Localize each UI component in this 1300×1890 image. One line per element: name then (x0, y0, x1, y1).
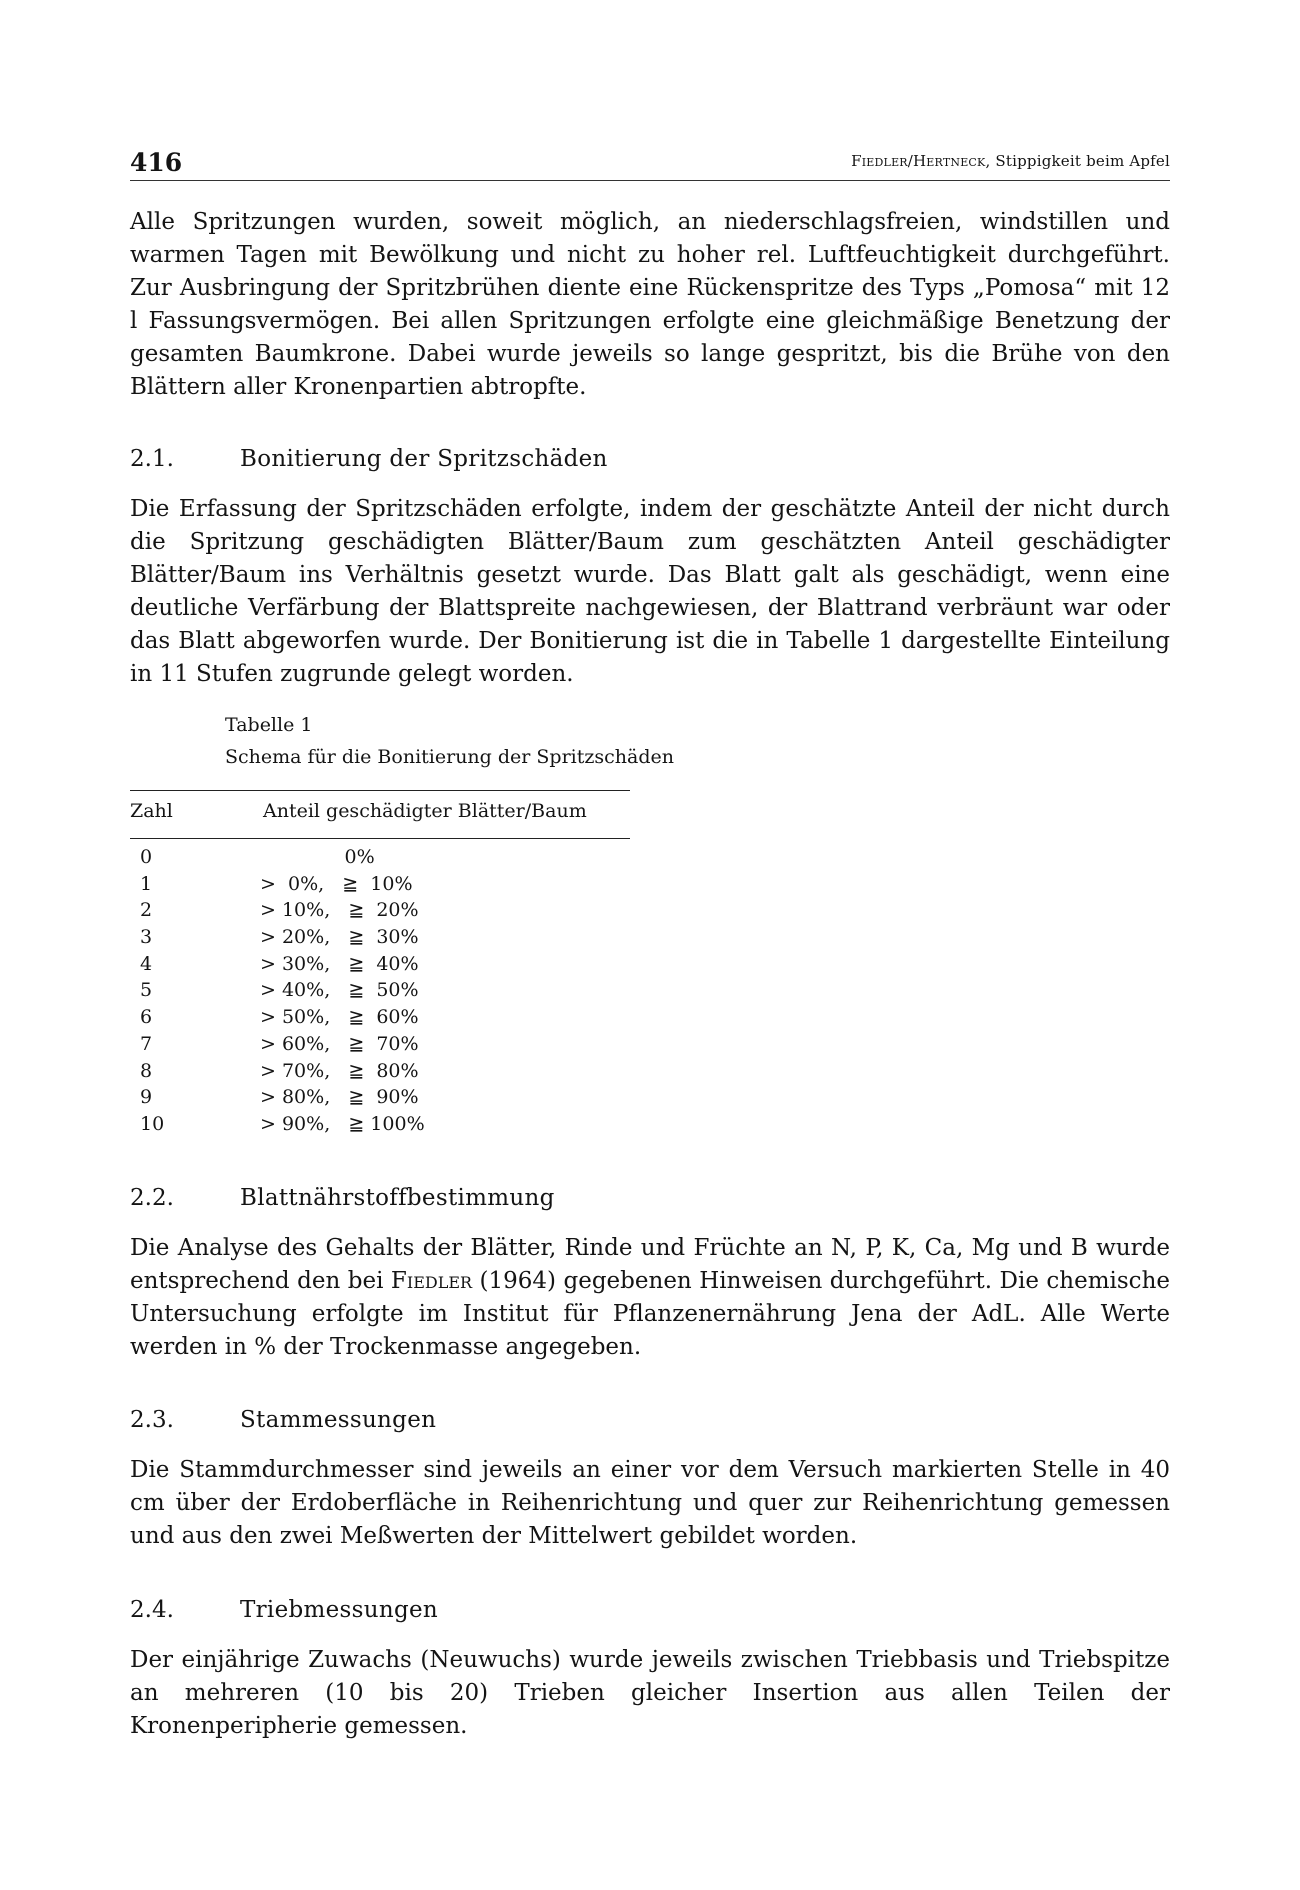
cell-zahl: 10 (140, 1112, 165, 1135)
section-number: 2.1. (130, 446, 174, 472)
table-row (130, 873, 630, 900)
cell-zahl: 5 (140, 979, 153, 1002)
intro-paragraph: Alle Spritzungen wurden, soweit möglich, an niederschlagsfreien, windstillen und warmen Tagen mit Bewölkung und nicht zu hoher rel. Luftfeuchtigkeit durchgeführt. Zur Ausbringung der Spritzbrühen diente eine Rückenspritze des Typs „Pomosa“ mit 12 l Fassungsvermögen. Bei allen Spritzungen erfolgte eine gleichmäßige Benetzung der gesamten Baumkrone. Dabei wurde jeweils so lange gespritzt, bis die Brühe von den Blättern aller Kronenpartien abtropfte. (130, 209, 1170, 400)
cell-anteil: > 0%, ≧ 10% (260, 872, 413, 895)
paragraph-text: Die Analyse des Gehalts der Blätter, Rinde und Früchte an N, P, K, Ca, Mg und B wurde entsprechend den bei (130, 1235, 1170, 1294)
cell-zahl: 9 (140, 1086, 153, 1109)
cell-zahl: 8 (140, 1059, 153, 1082)
table-row (130, 1033, 630, 1060)
section-2-3-paragraph: Die Stammdurchmesser sind jeweils an einer vor dem Versuch markierten Stelle in 40 cm über der Erdoberfläche in Reihenrichtung und quer zur Reihenrichtung gemessen und aus den zwei Meßwerten der Mittelwert gebildet worden. (130, 1457, 1170, 1549)
table-row (130, 899, 630, 926)
cited-author: Fiedler (390, 1268, 473, 1294)
running-title (851, 152, 1170, 170)
table-row (130, 1060, 630, 1087)
paragraph-text: (1964) gegebenen Hinweisen durchgeführt. Die chemische Untersuchung erfolgte im Institut für Pflanzenernährung Jena der AdL. Alle Werte werden in % der Trockenmasse angegeben. (130, 1268, 1170, 1360)
section-number: 2.4. (130, 1597, 174, 1623)
running-title-text: , Stippigkeit beim Apfel (985, 152, 1170, 170)
table-row (130, 846, 630, 873)
cell-zahl: 6 (140, 1006, 153, 1029)
table-row (130, 926, 630, 953)
cell-anteil: 0% (260, 846, 375, 868)
table-row (130, 979, 630, 1006)
cell-anteil: > 40%, ≧ 50% (260, 979, 419, 1002)
table-row (130, 1113, 630, 1140)
cell-anteil: > 30%, ≧ 40% (260, 952, 419, 975)
cell-zahl: 4 (140, 952, 153, 975)
section-heading-2-1 (130, 446, 1170, 476)
table-row (130, 1006, 630, 1033)
table-body (130, 846, 630, 1140)
cell-anteil: > 60%, ≧ 70% (260, 1032, 419, 1055)
cell-anteil: > 20%, ≧ 30% (260, 926, 419, 949)
header-rule (130, 180, 1170, 181)
page-number: 416 (130, 148, 183, 177)
cell-anteil: > 50%, ≧ 60% (260, 1006, 419, 1029)
table-row (130, 1086, 630, 1113)
section-heading-2-2 (130, 1185, 1170, 1215)
section-2-4-paragraph: Der einjährige Zuwachs (Neuwuchs) wurde jeweils zwischen Triebbasis und Triebspitze an mehreren (10 bis 20) Trieben gleicher Insertion aus allen Teilen der Kronenperipherie gemessen. (130, 1647, 1170, 1739)
table-top-rule (130, 790, 630, 791)
cell-anteil: > 70%, ≧ 80% (260, 1059, 419, 1082)
running-header (130, 148, 1170, 182)
section-2-2-paragraph (130, 1232, 1170, 1364)
section-2-1-paragraph: Die Erfassung der Spritzschäden erfolgte, indem der geschätzte Anteil der nicht durch die Spritzung geschädigten Blätter/Baum zum geschätzten Anteil geschädigter Blätter/Baum ins Verhältnis gesetzt wurde. Das Blatt galt als geschädigt, wenn eine deutliche Verfärbung der Blattspreite nachgewiesen, der Blattrand verbräunt war oder das Blatt abgeworfen wurde. Der Bonitierung ist die in Tabelle 1 dargestellte Einteilung in 11 Stufen zugrunde gelegt worden. (130, 496, 1170, 687)
section-heading-2-3 (130, 1407, 1170, 1437)
running-title-authors: Fiedler/Hertneck (851, 152, 986, 170)
cell-anteil: > 10%, ≧ 20% (260, 899, 419, 922)
section-number: 2.2. (130, 1185, 174, 1211)
cell-anteil: > 90%, ≧ 100% (260, 1112, 425, 1135)
table-label: Tabelle 1 (225, 714, 313, 736)
cell-zahl: 2 (140, 899, 153, 922)
cell-zahl: 3 (140, 926, 153, 949)
table-row (130, 953, 630, 980)
section-number: 2.3. (130, 1407, 174, 1433)
cell-zahl: 0 (140, 846, 153, 868)
section-heading-2-4 (130, 1597, 1170, 1627)
section-title: Bonitierung der Spritzschäden (240, 446, 608, 472)
col-header-anteil: Anteil geschädigter Blätter/Baum (263, 800, 587, 822)
table-header-rule (130, 838, 630, 839)
cell-zahl: 1 (140, 872, 153, 895)
cell-zahl: 7 (140, 1032, 153, 1055)
cell-anteil: > 80%, ≧ 90% (260, 1086, 419, 1109)
section-title: Triebmessungen (240, 1597, 439, 1623)
table-caption: Schema für die Bonitierung der Spritzschäden (225, 746, 674, 768)
section-title: Blattnährstoffbestimmung (240, 1185, 555, 1211)
section-title: Stammessungen (240, 1407, 437, 1433)
col-header-zahl: Zahl (130, 800, 173, 822)
